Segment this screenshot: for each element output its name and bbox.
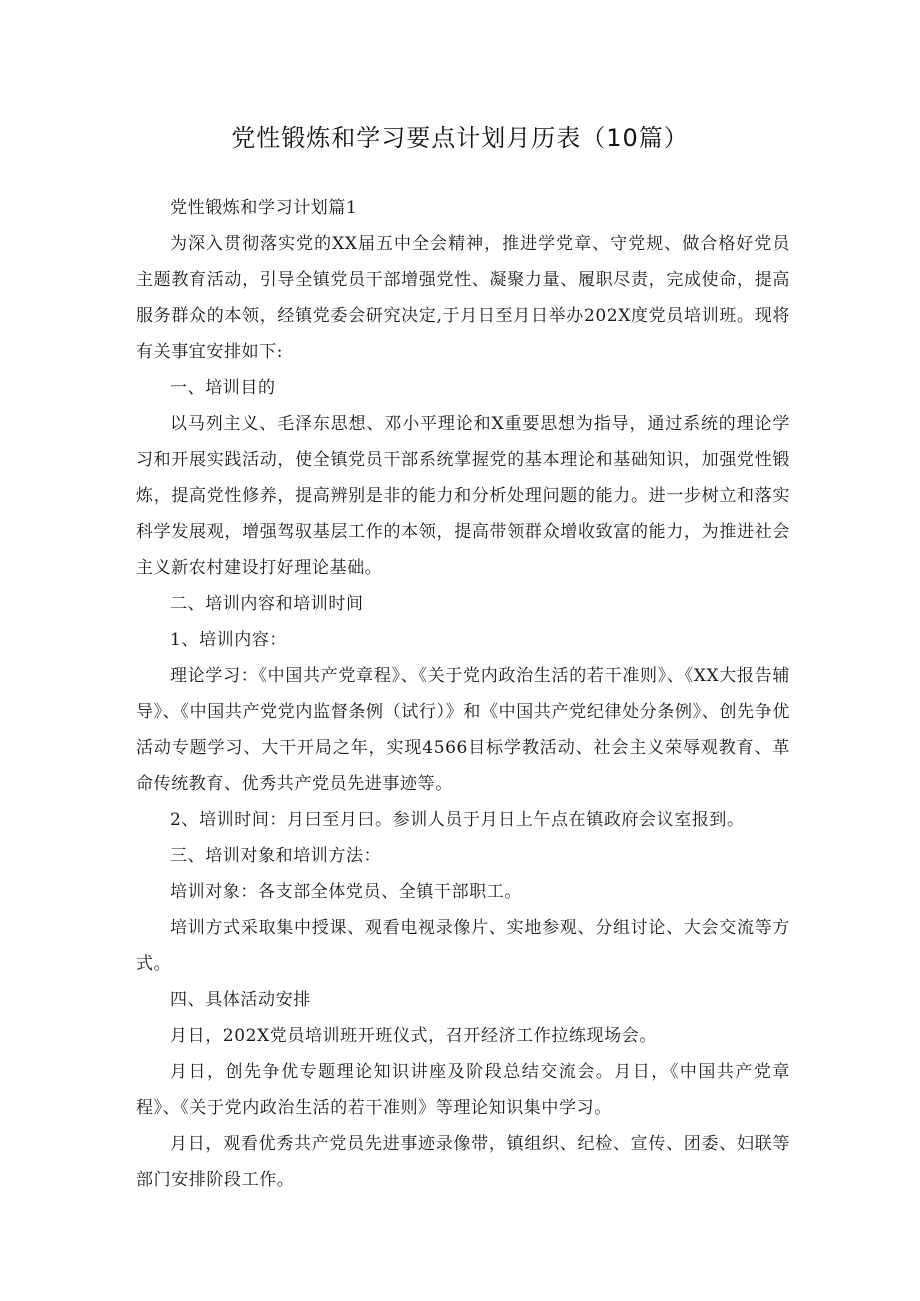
document-title: 党性锻炼和学习要点计划月历表（10篇） xyxy=(231,124,689,152)
body-paragraph: 培训对象：各支部全体党员、全镇干部职工。 xyxy=(170,882,522,902)
section-heading: 党性锻炼和学习计划篇1 xyxy=(170,198,358,218)
body-paragraph: 月日，202X党员培训班开班仪式，召开经济工作拉练现场会。 xyxy=(170,1026,657,1046)
document-body xyxy=(136,190,790,1198)
subsection-heading: 1、培训内容： xyxy=(170,630,288,650)
body-paragraph: 为深入贯彻落实党的XX届五中全会精神，推进学党章、守党规、做合格好党员主题教育活动，引导全镇党员干部增强党性、凝聚力量、履职尽责，完成使命，提高服务群众的本领，经镇党委会研究决定,于月日至月日举办202X度党员培训班。现将有关事宜安排如下: xyxy=(136,234,790,362)
section-heading: 四、具体活动安排 xyxy=(170,990,311,1010)
section-heading: 三、培训对象和培训方法： xyxy=(170,846,382,866)
section-heading: 二、培训内容和培训时间 xyxy=(170,594,364,614)
body-paragraph: 月日，创先争优专题理论知识讲座及阶段总结交流会。月日，《中国共产党章程》、《关于党内政治生活的若干准则》等理论知识集中学习。 xyxy=(136,1062,790,1118)
body-paragraph: 培训方式采取集中授课、观看电视录像片、实地参观、分组讨论、大会交流等方式。 xyxy=(136,918,790,974)
section-heading: 一、培训目的 xyxy=(170,378,276,398)
body-paragraph: 月日，观看优秀共产党员先进事迹录像带，镇组织、纪检、宣传、团委、妇联等部门安排阶段工作。 xyxy=(136,1134,790,1190)
body-paragraph: 2、培训时间：月曰至月曰。参训人员于月日上午点在镇政府会议室报到。 xyxy=(170,810,745,830)
body-paragraph: 理论学习：《中国共产党章程》、《关于党内政治生活的若干准则》、《XX大报告辅导》、《中国共产党党内监督条例（试行）》和《中国共产党纪律处分条例》、创先争优活动专题学习、大干开局之年，实现4566目标学教活动、社会主义荣辱观教育、革命传统教育、优秀共产党员先进事迹等。 xyxy=(136,666,790,794)
body-paragraph: 以马列主义、毛泽东思想、邓小平理论和X重要思想为指导，通过系统的理论学习和开展实践活动，使全镇党员干部系统掌握党的基本理论和基础知识，加强党性锻炼，提高党性修养，提高辨别是非的能力和分析处理问题的能力。进一步树立和落实科学发展观，增强驾驭基层工作的本领，提高带领群众增收致富的能力，为推进社会主义新农村建设打好理论基础。 xyxy=(136,414,790,578)
